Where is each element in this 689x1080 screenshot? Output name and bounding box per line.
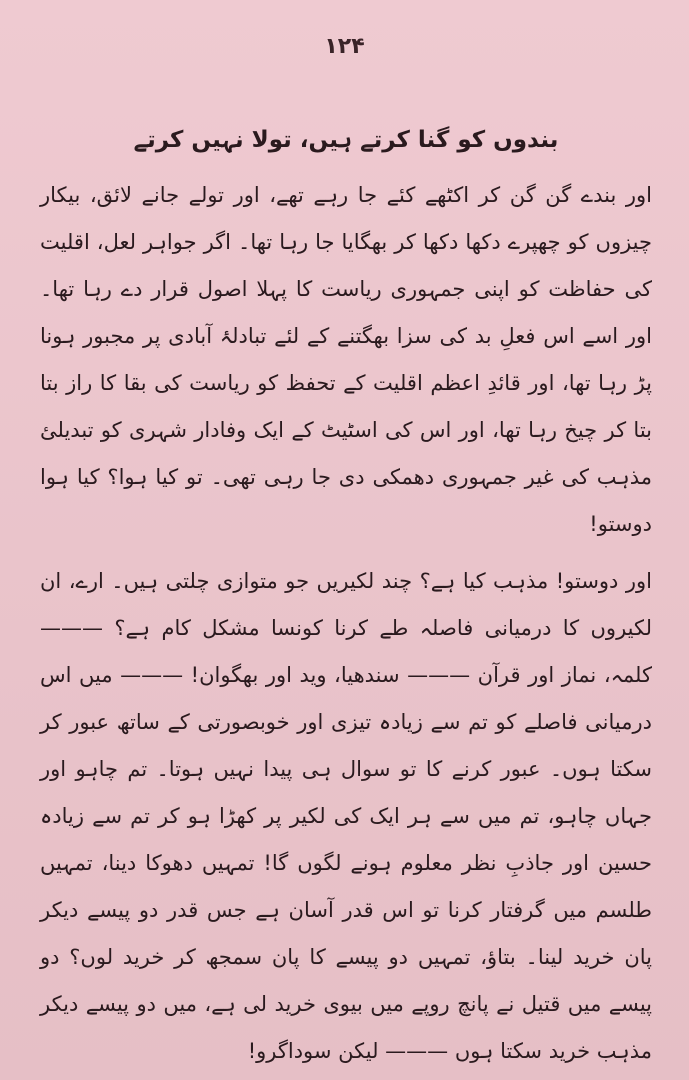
chapter-heading: بندوں کو گنا کرتے ہیں، تولا نہیں کرتے (133, 127, 559, 153)
paragraph-1: اور بندے گن گن کر اکٹھے کئے جا رہے تھے، اور تولے جانے لائق، بیکار چیزوں کو چھپرے دکھا دکھا کر بھگایا جا رہا تھا۔ اگر جواہر لعل، اقلیت کی حفاظت کو اپنی جمہوری ریاست کا پہلا اصول قرار دے رہا تھا۔ اور اسے اس فعلِ بد کی سزا بھگتنے کے لئے تبادلۂ آبادی پر مجبور ہونا پڑ رہا تھا، اور قائدِ اعظم اقلیت کے تحفظ کو ریاست کی بقا کا راز بتا بتا کر چیخ رہا تھا، اور اس کی اسٹیٹ کے ایک وفادار شہری کو تبدیلئ مذہب کی غیر جمہوری دھمکی دی جا رہی تھی۔ تو کیا ہوا؟ کیا ہوا دوستو! (40, 183, 652, 536)
page-number: ۱۲۴ (324, 34, 365, 59)
page-body (40, 110, 652, 1075)
paragraph-2: اور دوستو! مذہب کیا ہے؟ چند لکیریں جو متوازی چلتی ہیں۔ ارے، ان لکیروں کا درمیانی فاصلہ طے کرنا کونسا مشکل کام ہے؟ ——— کلمہ، نماز اور قرآن ——— سندھیا، وید اور بھگوان! ——— میں اس درمیانی فاصلے کو تم سے زیادہ تیزی اور خوبصورتی کے ساتھ عبور کر سکتا ہوں۔ عبور کرنے کا تو سوال ہی پیدا نہیں ہوتا۔ تم چاہو اور جہاں چاہو، تم میں سے ہر ایک کی لکیر پر کھڑا ہو کر تم سے زیادہ حسین اور جاذبِ نظر معلوم ہونے لگوں گا! تمہیں دھوکا دینا، تمہیں طلسم میں گرفتار کرنا تو اس قدر آسان ہے جس قدر دو پیسے دیکر پان خرید لینا۔ بتاؤ، تمہیں دو پیسے کا پان سمجھ کر خرید لوں؟ دو پیسے میں قتیل نے پانچ روپے میں بیوی خرید لی ہے، میں دو پیسے دیکر مذہب خرید سکتا ہوں ——— لیکن سوداگرو! (40, 569, 652, 1063)
